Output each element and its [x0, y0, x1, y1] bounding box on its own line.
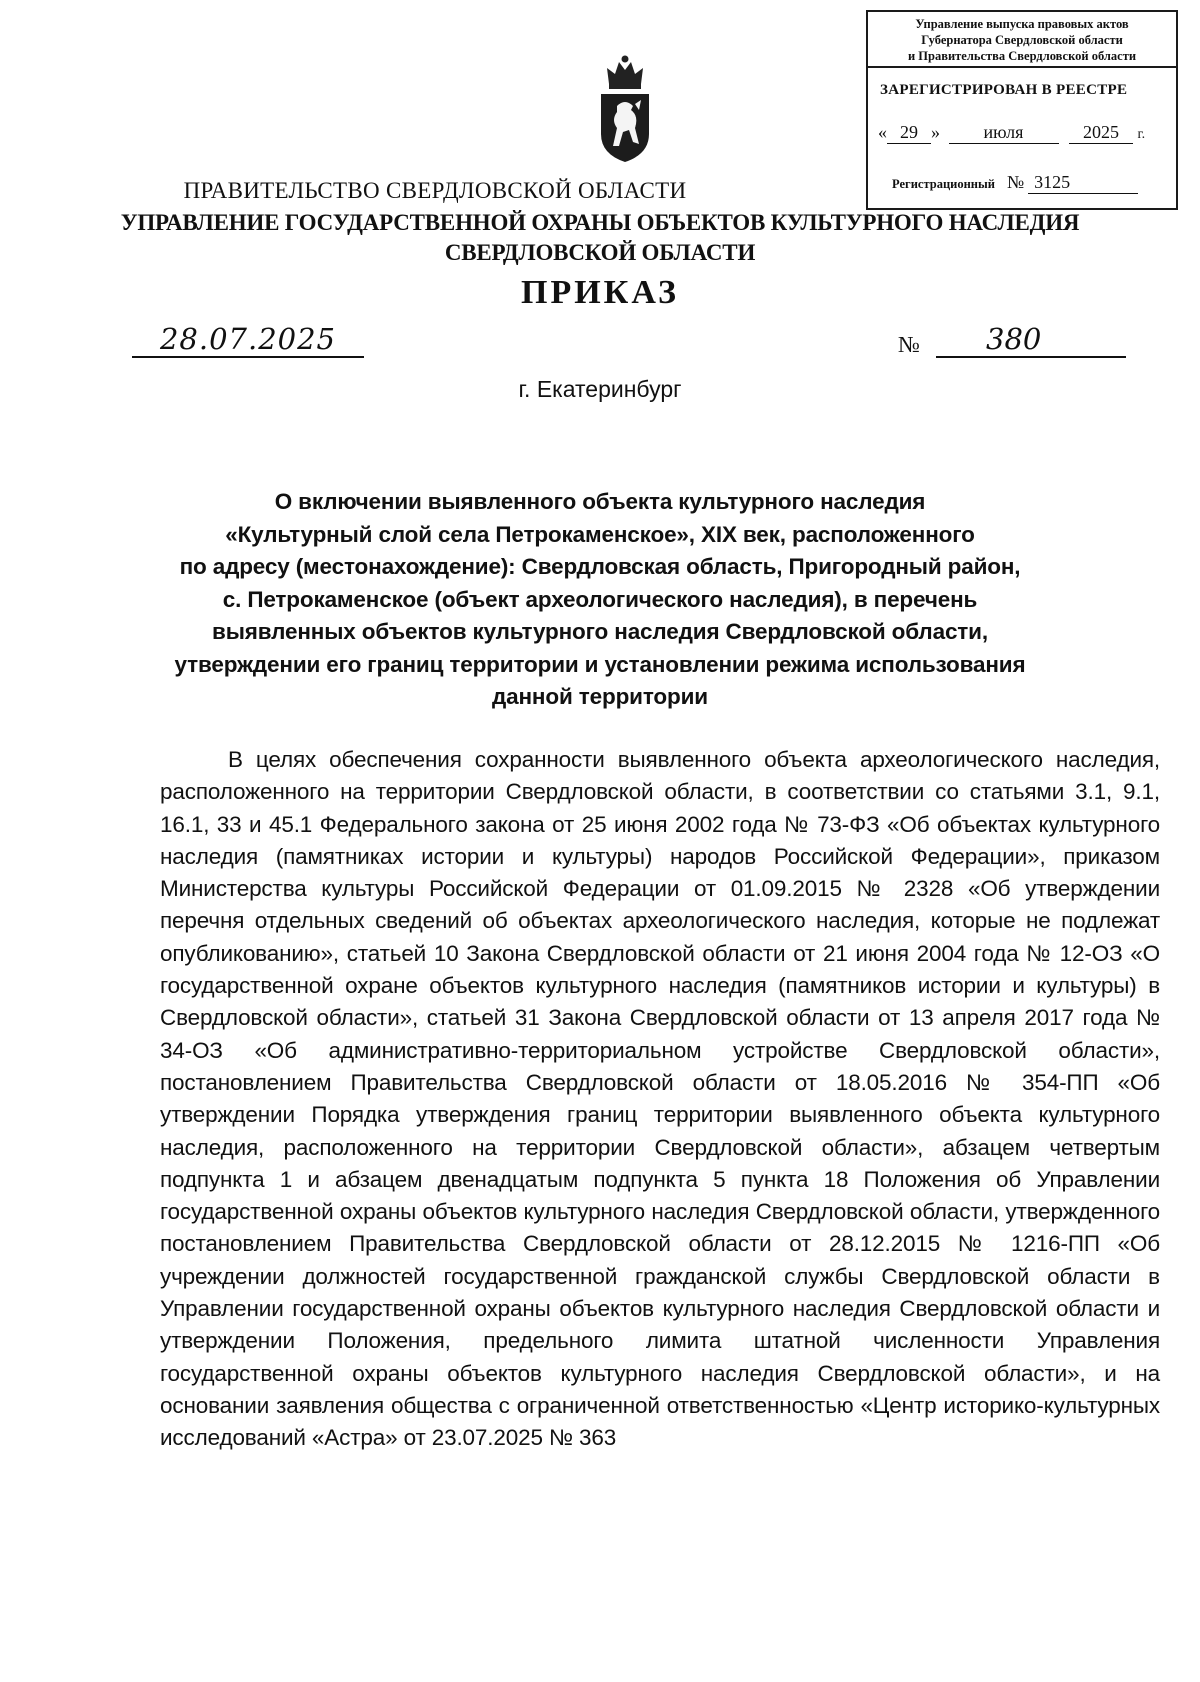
city: г. Екатеринбург — [518, 376, 682, 402]
stamp-day: 29 — [887, 122, 931, 144]
government-name: ПРАВИТЕЛЬСТВО СВЕРДЛОВСКОЙ ОБЛАСТИ — [183, 178, 687, 203]
body-paragraph: В целях обеспечения сохранности выявленного объекта археологического наследия, расположенного на территории Свердловской области, в соответствии со статьями 3.1, 9.1, 16.1, 33 и 45.1 Федерального закона от 25 июня 2002 года № 73-ФЗ «Об объектах культурного наследия (памятниках истории и культуры) народов Российской Федерации», приказом Министерства культуры Российской Федерации от 01.09.2015 № 2328 «Об утверждении перечня отдельных сведений об объектах археологического наследия, которые не подлежат опубликованию», статьей 10 Закона Свердловской области от 21 июня 2004 года № 12-ОЗ «О государственной охране объектов культурного наследия (памятников истории и культуры) в Свердловской области», статьей 31 Закона Свердловской области от 13 апреля 2017 года № 34-ОЗ «Об административно-территориальном устройстве Свердловской области», постановлением Правительства Свердловской области от 18.05.2016 № 354-ПП «Об утверждении Порядка утверждения границ территории выявленного объекта культурного наследия, расположенного на территории Свердловской области», абзацем четвертым подпункта 1 и абзацем двенадцатым подпункта 5 пункта 18 Положения об Управлении государственной охраны объектов культурного наследия Свердловской области, утвержденного постановлением Правительства Свердловской области от 28.12.2015 № 1216-ПП «Об учреждении должностей государственной гражданской службы Свердловской области в Управлении государственной охраны объектов культурного наследия Свердловской области и утверждении Положения, предельного лимита штатной численности Управления государственной охраны объектов культурного наследия Свердловской области», и на основании заявления общества с ограниченной ответственностью «Центр историко-культурных исследований «Астра» от 23.07.2025 № 363 — [160, 747, 1160, 1451]
subject-line-4: с. Петрокаменское (объект археологического наследия), в перечень — [222, 586, 978, 612]
stamp-org-line-3: и Правительства Свердловской области — [907, 49, 1137, 63]
order-number-handwritten: 380 — [936, 324, 1126, 358]
department-name — [100, 208, 1100, 268]
stamp-reg-number: 3125 — [1028, 172, 1138, 194]
subject-line-2: «Культурный слой села Петрокаменское», XIX век, расположенного — [225, 521, 975, 547]
document-type: ПРИКАЗ — [521, 274, 679, 311]
stamp-year: 2025 — [1069, 122, 1133, 144]
subject-line-3: по адресу (местонахождение): Свердловская область, Пригородный район, — [179, 554, 1021, 579]
stamp-org-line-1: Управление выпуска правовых актов — [915, 17, 1129, 31]
subject-line-7: данной территории — [492, 684, 708, 709]
stamp-close-quote: » — [931, 122, 940, 142]
order-number-sign: № — [898, 332, 920, 357]
stamp-reg-label: Регистрационный — [892, 177, 995, 191]
subject-line-6: утверждении его границ территории и установлении режима использования — [174, 651, 1026, 677]
order-subject — [140, 486, 1060, 714]
order-date-handwritten: 28.07.2025 — [132, 324, 364, 358]
department-line-2: СВЕРДЛОВСКОЙ ОБЛАСТИ — [444, 240, 756, 265]
stamp-org-line-2: Губернатора Свердловской области — [921, 33, 1123, 47]
subject-line-1: О включении выявленного объекта культурного наследия — [274, 489, 926, 514]
stamp-registered-label: ЗАРЕГИСТРИРОВАН В РЕЕСТРЕ — [880, 82, 1128, 98]
stamp-open-quote: « — [878, 122, 887, 142]
stamp-date — [878, 122, 1170, 144]
stamp-month: июля — [949, 122, 1059, 144]
stamp-number-sign: № — [1006, 172, 1025, 192]
coat-of-arms-icon — [595, 54, 655, 164]
stamp-year-suffix: г. — [1137, 127, 1146, 142]
department-line-1: УПРАВЛЕНИЕ ГОСУДАРСТВЕННОЙ ОХРАНЫ ОБЪЕКТОВ КУЛЬТУРНОГО НАСЛЕДИЯ — [120, 210, 1080, 235]
subject-line-5: выявленных объектов культурного наследия Свердловской области, — [212, 619, 988, 644]
stamp-header — [868, 12, 1176, 68]
